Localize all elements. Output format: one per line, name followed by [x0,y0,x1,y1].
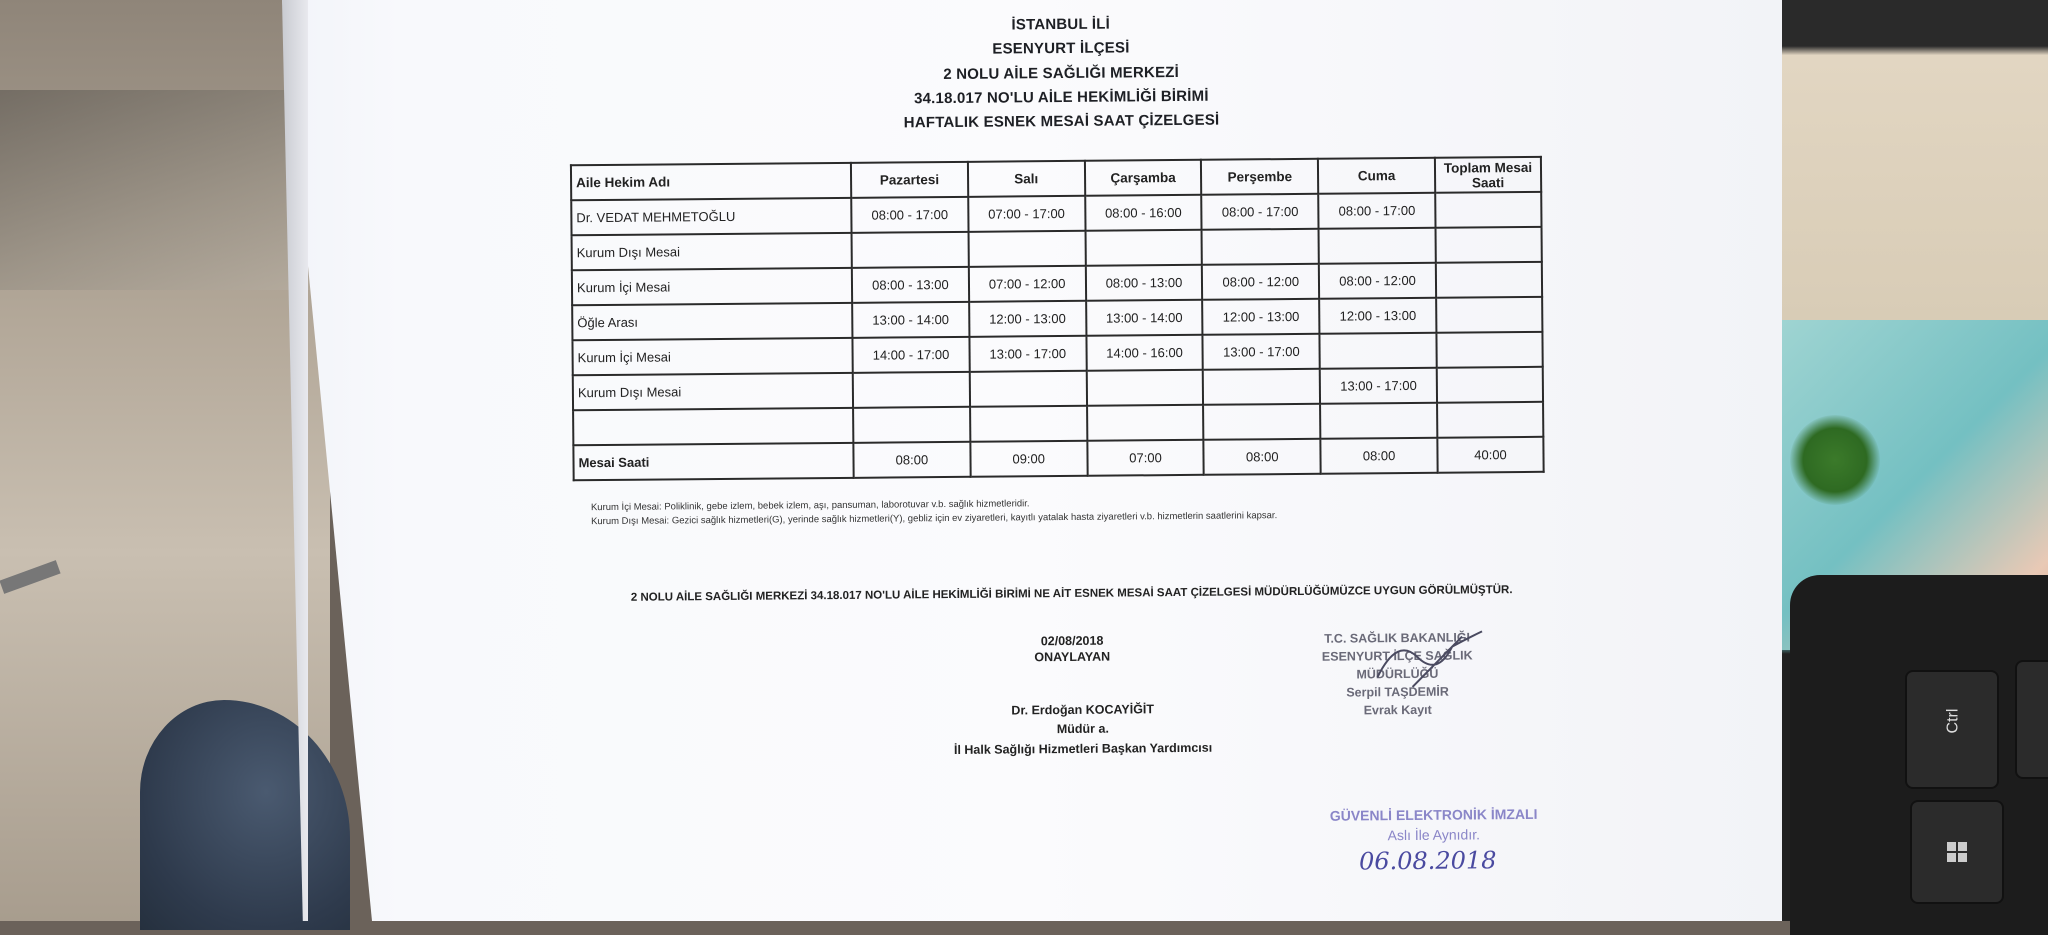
doc-header-unit: 34.18.017 NO'LU AİLE HEKİMLİĞİ BİRİMİ [913,87,1209,108]
table-cell: 07:00 - 17:00 [968,196,1085,232]
approval-date: 02/08/2018 [1040,633,1104,649]
note-internal: Kurum İçi Mesai: Poliklinik, gebe izlem, bebek izlem, aşı, pansuman, laborotuvar v.b. sağlık hizmetleridir. [590,498,1030,514]
total-row [573,437,1543,480]
table-cell [1086,370,1203,406]
table-cell [970,406,1087,442]
column-header: Perşembe [1201,159,1318,195]
row-label: Kurum Dışı Mesai [572,233,852,270]
table-cell: 08:00 - 17:00 [851,197,968,233]
column-header: Salı [968,161,1085,197]
stamp-line: Evrak Kayıt [1363,702,1432,718]
table-cell [1436,227,1542,263]
doc-title: HAFTALIK ESNEK MESAİ SAAT ÇİZELGESİ [903,111,1220,132]
table-cell [1319,228,1436,264]
table-cell [852,232,969,268]
table-cell: 14:00 - 16:00 [1086,335,1203,371]
table-cell: 13:00 - 17:00 [969,336,1086,372]
table-cell [1320,333,1437,369]
total-cell: 08:00 [1321,438,1438,474]
table-cell: 14:00 - 17:00 [852,337,969,373]
table-cell [1436,297,1542,333]
esign-line: Aslı İle Aynıdır. [1387,826,1481,844]
table-cell: 08:00 - 17:00 [1202,194,1319,230]
stamp-line: T.C. SAĞLIK BAKANLIĞI [1324,630,1471,646]
table-cell: 13:00 - 14:00 [852,302,969,338]
note-external: Kurum Dışı Mesai: Gezici sağlık hizmetleri(G), yerinde sağlık hizmetleri(Y), gebliz için ev ziyaretleri, kayıtlı yatalak hasta ziyaretleri v.b. hizmetlerin saatlerini kapsar. [590,510,1278,528]
table-cell: 13:00 - 14:00 [1086,300,1203,336]
total-cell: 09:00 [970,441,1087,477]
column-header: Cuma [1318,158,1435,194]
column-header: Pazartesi [851,162,968,198]
esign-line: GÜVENLİ ELEKTRONİK İMZALI [1329,805,1538,824]
column-header: Çarşamba [1085,160,1202,196]
table-cell: 12:00 - 13:00 [1203,299,1320,335]
row-label: Öğle Arası [572,303,852,340]
stamp-line: ESENYURT İLÇE SAĞLIK MÜDÜRLÜĞÜ [1321,648,1473,682]
doc-header-center: 2 NOLU AİLE SAĞLIĞI MERKEZİ [943,63,1180,84]
table-cell [1437,367,1543,403]
table-cell [1085,230,1202,266]
table-cell [853,372,970,408]
stamp-line: Serpil TAŞDEMİR [1346,684,1449,700]
table-cell: 12:00 - 13:00 [969,301,1086,337]
total-cell: 08:00 [853,442,970,478]
table-cell [1320,403,1437,439]
table-cell [1087,405,1204,441]
row-label: Kurum İçi Mesai [572,268,852,305]
column-header: Aile Hekim Adı [571,163,851,200]
table-cell: 07:00 - 12:00 [969,266,1086,302]
table-cell [853,407,970,443]
total-cell: 07:00 [1087,440,1204,476]
doc-header-province: İSTANBUL İLİ [1011,15,1111,34]
table-cell [1437,402,1543,438]
row-label: Kurum İçi Mesai [572,338,852,375]
table-cell [1203,369,1320,405]
table-cell: 08:00 - 16:00 [1085,195,1202,231]
handwritten-date: 06.08.2018 [1358,846,1497,876]
approval-statement: 2 NOLU AİLE SAĞLIĞI MERKEZİ 34.18.017 NO'LU AİLE HEKİMLİĞİ BİRİMİ NE AİT ESNEK MESAİ SAAT ÇİZELGESİ MÜDÜRLÜĞÜMÜZCE UYGUN GÖRÜLMÜŞTÜR. [630,584,1513,604]
table-cell: 08:00 - 17:00 [1318,193,1435,229]
table-cell [1436,262,1542,298]
e-signature-stamp [1304,804,1564,846]
table-cell [1436,332,1542,368]
total-cell: 08:00 [1204,439,1321,475]
total-cell: 40:00 [1437,437,1543,473]
table-cell: 08:00 - 12:00 [1319,263,1436,299]
row-label: Dr. VEDAT MEHMETOĞLU [571,198,851,235]
signer-role: Müdür a. [1056,721,1109,737]
doc-header-district: ESENYURT İLÇESİ [992,39,1130,58]
handwritten-signature [1372,626,1493,697]
table-cell: 13:00 - 17:00 [1203,334,1320,370]
column-header: Toplam Mesai Saati [1435,157,1541,193]
table-cell [1202,229,1319,265]
table-cell [1203,404,1320,440]
table-cell: 13:00 - 17:00 [1320,368,1437,404]
row-label [573,408,853,445]
table-cell: 08:00 - 13:00 [1085,265,1202,301]
schedule-table [570,156,1545,481]
approver-title: ONAYLAYAN [1034,649,1111,665]
table-cell [970,371,1087,407]
table-cell [968,231,1085,267]
table-cell: 12:00 - 13:00 [1319,298,1436,334]
signer-name: Dr. Erdoğan KOCAYİĞİT [1011,702,1155,718]
table-cell: 08:00 - 12:00 [1202,264,1319,300]
signer-position: İl Halk Sağlığı Hizmetleri Başkan Yardımcısı [953,740,1213,757]
row-label: Kurum Dışı Mesai [573,373,853,410]
table-cell [1435,192,1541,228]
table-cell: 08:00 - 13:00 [852,267,969,303]
ctrl-key: Ctrl [1905,670,1999,789]
total-label: Mesai Saati [573,443,853,480]
